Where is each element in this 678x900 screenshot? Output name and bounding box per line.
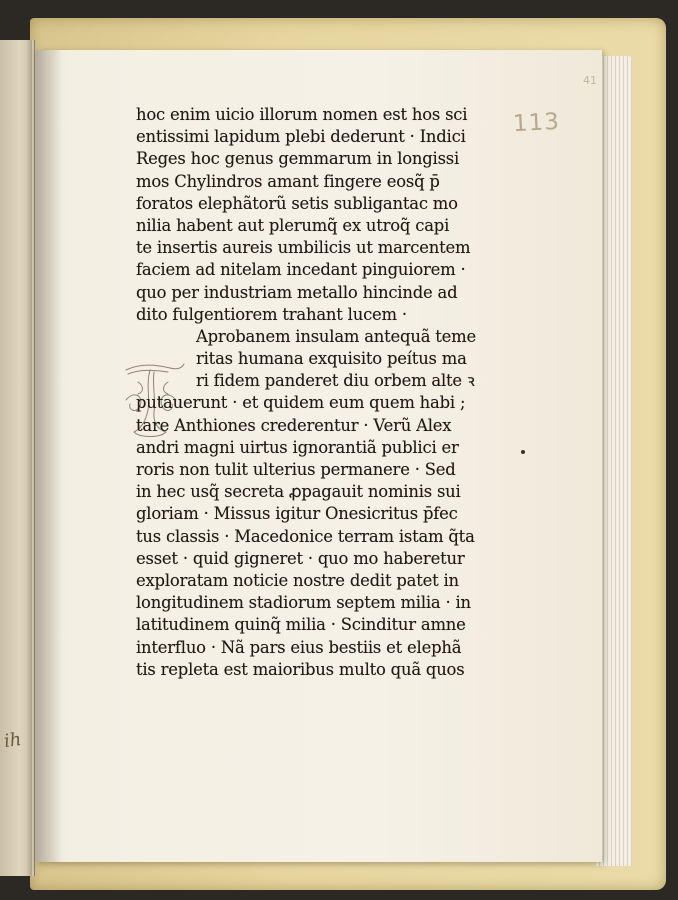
- text-line: exploratam noticie nostre dedit patet in: [136, 570, 459, 590]
- text-line: ritas humana exquisito peítus ma: [196, 349, 467, 369]
- text-line: roris non tulit ulterius permanere · Sed: [136, 460, 456, 479]
- text-line: entissimi lapidum plebi dederunt · Indici: [136, 127, 466, 147]
- text-line: quo per industriam metallo hincinde ad: [136, 282, 458, 302]
- left-leaf-mark: ih: [2, 728, 23, 753]
- text-line: tare Anthiones crederentur · Verũ Alex: [136, 415, 452, 435]
- text-line: Aprobanem insulam antequã teme: [196, 326, 477, 346]
- text-line: dito fulgentiorem trahant lucem ·: [136, 304, 407, 324]
- text-line: nilia habent aut plerumq̃ ex utroq̃ capi: [136, 215, 450, 235]
- text-line: hoc enim uicio illorum nomen est hos sci: [136, 105, 468, 124]
- folio-number: 113: [512, 108, 561, 138]
- text-line: interfluo · Nã pars eius bestiis et elephã: [136, 637, 462, 657]
- corner-pencil-note: 41: [583, 74, 597, 87]
- text-line: longitudinem stadiorum septem milia · in: [136, 593, 471, 613]
- text-line: putauerunt · et quidem eum quem habi ;: [136, 393, 466, 413]
- text-column: [136, 104, 506, 681]
- text-line: ri fidem panderet diu orbem alte ꝛ: [196, 371, 475, 391]
- text-line: latitudinem quinq̃ milia · Scinditur amne: [136, 615, 466, 635]
- text-line: Reges hoc genus gemmarum in longissi: [136, 149, 460, 169]
- text-line: esset · quid gigneret · quo mo haberetur: [136, 548, 465, 568]
- text-line: tis repleta est maioribus multo quã quos: [136, 659, 465, 679]
- leaf-edge: [26, 40, 32, 876]
- left-facing-leaf: [0, 40, 35, 876]
- text-line: in hec usq̃ secreta ꝓpagauit nominis sui: [136, 482, 461, 502]
- text-line: tus classis · Macedonice terram istam q̃ta: [136, 526, 475, 546]
- text-line: te insertis aureis umbilicis ut marcentem: [136, 238, 471, 258]
- text-line: gloriam · Missus igitur Onesicritus p̄fec: [136, 504, 458, 524]
- text-line: foratos elephãtorũ setis subligantac mo: [136, 193, 458, 213]
- text-line: faciem ad nitelam incedant pinguiorem ·: [136, 260, 466, 280]
- ink-speck: [521, 450, 525, 454]
- gutter-shadow: [36, 50, 62, 862]
- book-page: [36, 50, 602, 862]
- text-line: mos Chylindros amant fingere eosq̃ p̄: [136, 171, 440, 191]
- text-line: andri magni uirtus ignorantiã publici er: [136, 437, 459, 457]
